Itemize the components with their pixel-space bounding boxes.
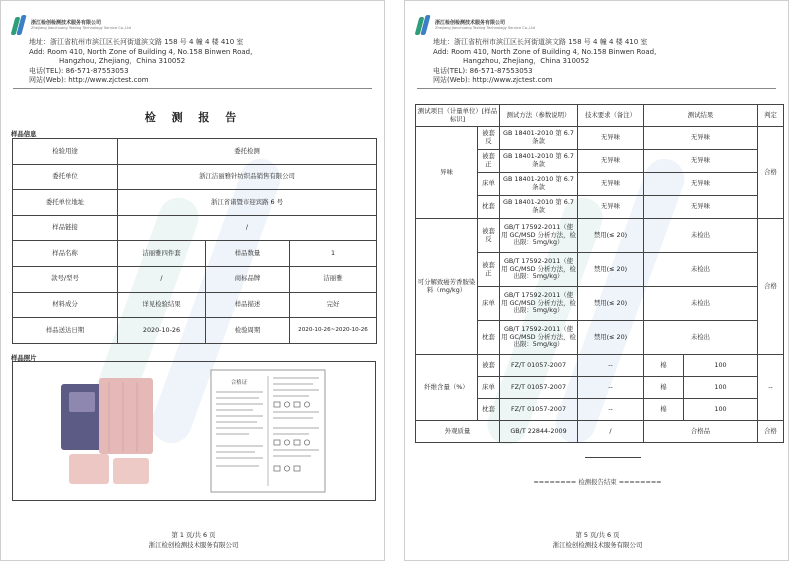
sample-part: 床单 (478, 287, 500, 321)
sample-photo-image (13, 362, 375, 500)
test-result: 无异味 (644, 173, 758, 196)
address-en-1: Add: Room 410, North Zone of Building 4, No.158 Binwen Road, (29, 47, 253, 56)
row-value: 详见检验结果 (118, 292, 206, 318)
row-label: 样品送达日期 (13, 318, 118, 344)
test-result: 无异味 (644, 150, 758, 173)
fiber-type: 棉 (644, 355, 684, 377)
pillowcase-1 (69, 454, 109, 484)
table-header-row (416, 105, 784, 127)
logo-icon (417, 15, 431, 37)
sample-part: 被套 (478, 355, 500, 377)
row-label: 样品描述 (206, 292, 290, 318)
table-row (13, 164, 377, 190)
test-method: GB/T 17592-2011（使用 GC/MSD 分析方法，检出限：5mg/kg） (500, 219, 578, 253)
test-result: 100 (684, 399, 758, 421)
requirement: 禁用(≤ 20) (578, 219, 644, 253)
test-method: GB 18401-2010 第 6.7 条款 (500, 173, 578, 196)
address-en-1: Add: Room 410, North Zone of Building 4, No.158 Binwen Road, (433, 47, 657, 56)
row-label: 材料成分 (13, 292, 118, 318)
group-name: 外观质量 (416, 421, 500, 443)
requirement: 无异味 (578, 196, 644, 219)
test-result: 未检出 (644, 219, 758, 253)
group-name: 可分解致癌芳香胺染料（mg/kg） (416, 219, 478, 355)
header-rule (417, 88, 776, 89)
row-label: 委托单位 (13, 164, 118, 190)
row-value: 洁丽雅四件套 (118, 241, 206, 267)
address-block (29, 38, 379, 86)
test-method: FZ/T 01057-2007 (500, 399, 578, 421)
table-row (416, 355, 784, 377)
row-label: 商标品牌 (206, 266, 290, 292)
requirement: 无异味 (578, 173, 644, 196)
test-method: FZ/T 01057-2007 (500, 377, 578, 399)
row-value: 委托检测 (118, 139, 377, 165)
table-row (13, 318, 377, 344)
test-method: GB/T 17592-2011（使用 GC/MSD 分析方法，检出限：5mg/kg） (500, 321, 578, 355)
requirement: / (578, 421, 644, 443)
test-result: 100 (684, 377, 758, 399)
col-header-requirement: 技术要求（备注） (578, 105, 644, 127)
requirement: 无异味 (578, 127, 644, 150)
test-method: GB 18401-2010 第 6.7 条款 (500, 127, 578, 150)
row-label: 款号/型号 (13, 266, 118, 292)
fiber-type: 棉 (644, 377, 684, 399)
report-page-5 (404, 0, 789, 561)
sample-part: 被套反 (478, 127, 500, 150)
footer-company: 浙江检创检测技术服务有限公司 (148, 541, 239, 549)
pillowcase-2 (113, 458, 149, 484)
header-rule (13, 88, 372, 89)
label-card-title: 合格证 (230, 380, 248, 386)
requirement: 无异味 (578, 150, 644, 173)
test-method: GB/T 22844-2009 (500, 421, 578, 443)
verdict: -- (758, 355, 784, 421)
row-label: 样品数量 (206, 241, 290, 267)
col-header-item: 测试项目（计量单位）[样品标识] (416, 105, 500, 127)
test-method: GB/T 17592-2011（使用 GC/MSD 分析方法，检出限：5mg/kg） (500, 253, 578, 287)
requirement: -- (578, 377, 644, 399)
company-logo (13, 15, 131, 37)
address-en-2: Hangzhou, Zhejiang，China 310052 (59, 57, 186, 66)
test-results-table (415, 104, 784, 443)
test-result: 未检出 (644, 287, 758, 321)
verdict: 合格 (758, 127, 784, 219)
address-en-2: Hangzhou, Zhejiang，China 310052 (463, 57, 590, 66)
test-method: GB 18401-2010 第 6.7 条款 (500, 196, 578, 219)
page-title: 检 测 报 告 (144, 111, 243, 124)
test-method: GB/T 17592-2011（使用 GC/MSD 分析方法，检出限：5mg/kg） (500, 287, 578, 321)
sample-info-table (12, 138, 377, 344)
row-value: 1 (290, 241, 377, 267)
report-page-1 (0, 0, 385, 561)
requirement: 禁用(≤ 20) (578, 253, 644, 287)
fiber-type: 棉 (644, 399, 684, 421)
requirement: -- (578, 399, 644, 421)
website: 网站(Web): http://www.zjctest.com (433, 76, 553, 85)
table-row (13, 241, 377, 267)
test-result: 合格品 (644, 421, 758, 443)
table-row (13, 190, 377, 216)
table-row (416, 421, 784, 443)
row-label: 委托单位地址 (13, 190, 118, 216)
sample-part: 被套正 (478, 253, 500, 287)
row-value: 浙江洁丽雅针纺织品销售有限公司 (118, 164, 377, 190)
requirement: 禁用(≤ 20) (578, 287, 644, 321)
logo-name-en: Zhejiang Jianchuang Testing Technology Service Co.,Ltd (435, 26, 535, 31)
test-result: 无异味 (644, 196, 758, 219)
row-value: / (118, 266, 206, 292)
sample-info-heading: 样品信息 (11, 130, 37, 138)
sample-part: 被套正 (478, 150, 500, 173)
requirement: -- (578, 355, 644, 377)
row-value: 浙江省诸暨市迎宾路 6 号 (118, 190, 377, 216)
table-row (13, 215, 377, 241)
table-row (13, 266, 377, 292)
row-value: 2020-10-26~2020-10-26 (290, 318, 377, 344)
row-label: 检验用途 (13, 139, 118, 165)
address-cn: 地址：浙江省杭州市滨江区长河街道滨文路 158 号 4 幢 4 楼 410 室 (29, 38, 244, 46)
logo-name-en: Zhejiang Jianchuang Testing Technology Service Co.,Ltd (31, 26, 131, 31)
verdict: 合格 (758, 421, 784, 443)
row-value: 2020-10-26 (118, 318, 206, 344)
signature-line (585, 457, 641, 458)
test-method: GB 18401-2010 第 6.7 条款 (500, 150, 578, 173)
row-label: 样品名称 (13, 241, 118, 267)
logo-name-cn: 浙江检创检测技术服务有限公司 (435, 20, 506, 27)
address-block (433, 38, 783, 86)
table-row (416, 127, 784, 150)
verdict: 合格 (758, 219, 784, 355)
sample-part: 被套反 (478, 219, 500, 253)
test-result: 无异味 (644, 127, 758, 150)
sample-photo (12, 361, 376, 501)
row-label: 样品链接 (13, 215, 118, 241)
table-row (416, 219, 784, 253)
sample-part: 枕套 (478, 321, 500, 355)
sample-part: 床单 (478, 377, 500, 399)
row-value: / (118, 215, 377, 241)
group-name: 异味 (416, 127, 478, 219)
telephone: 电话(TEL): 86-571-87553053 (433, 66, 533, 75)
page-number: 第 5 页/共 6 页 (575, 531, 620, 539)
bed-sheet (99, 378, 153, 454)
logo-icon (13, 15, 27, 37)
test-result: 100 (684, 355, 758, 377)
report-end-marker: ======== 检测报告结束 ======== (533, 478, 662, 486)
row-value: 完好 (290, 292, 377, 318)
row-value: 洁丽雅 (290, 266, 377, 292)
logo-name-cn: 浙江检创检测技术服务有限公司 (31, 20, 102, 27)
sample-part: 床单 (478, 173, 500, 196)
table-row (13, 292, 377, 318)
telephone: 电话(TEL): 86-571-87553053 (29, 66, 129, 75)
company-logo (417, 15, 535, 37)
col-header-result: 测试结果 (644, 105, 758, 127)
test-result: 未检出 (644, 253, 758, 287)
website: 网站(Web): http://www.zjctest.com (29, 76, 149, 85)
sample-part: 枕套 (478, 399, 500, 421)
test-result: 未检出 (644, 321, 758, 355)
page-number: 第 1 页/共 6 页 (171, 531, 216, 539)
table-row (13, 139, 377, 165)
photo-heading: 样品照片 (11, 354, 37, 362)
col-header-method: 测试方法（参数说明） (500, 105, 578, 127)
requirement: 禁用(≤ 20) (578, 321, 644, 355)
test-method: FZ/T 01057-2007 (500, 355, 578, 377)
col-header-verdict: 判定 (758, 105, 784, 127)
row-label: 检验周期 (206, 318, 290, 344)
sample-part: 枕套 (478, 196, 500, 219)
footer-company: 浙江检创检测技术服务有限公司 (552, 541, 643, 549)
address-cn: 地址：浙江省杭州市滨江区长河街道滨文路 158 号 4 幢 4 楼 410 室 (433, 38, 648, 46)
group-name: 纤维含量（%） (416, 355, 478, 421)
